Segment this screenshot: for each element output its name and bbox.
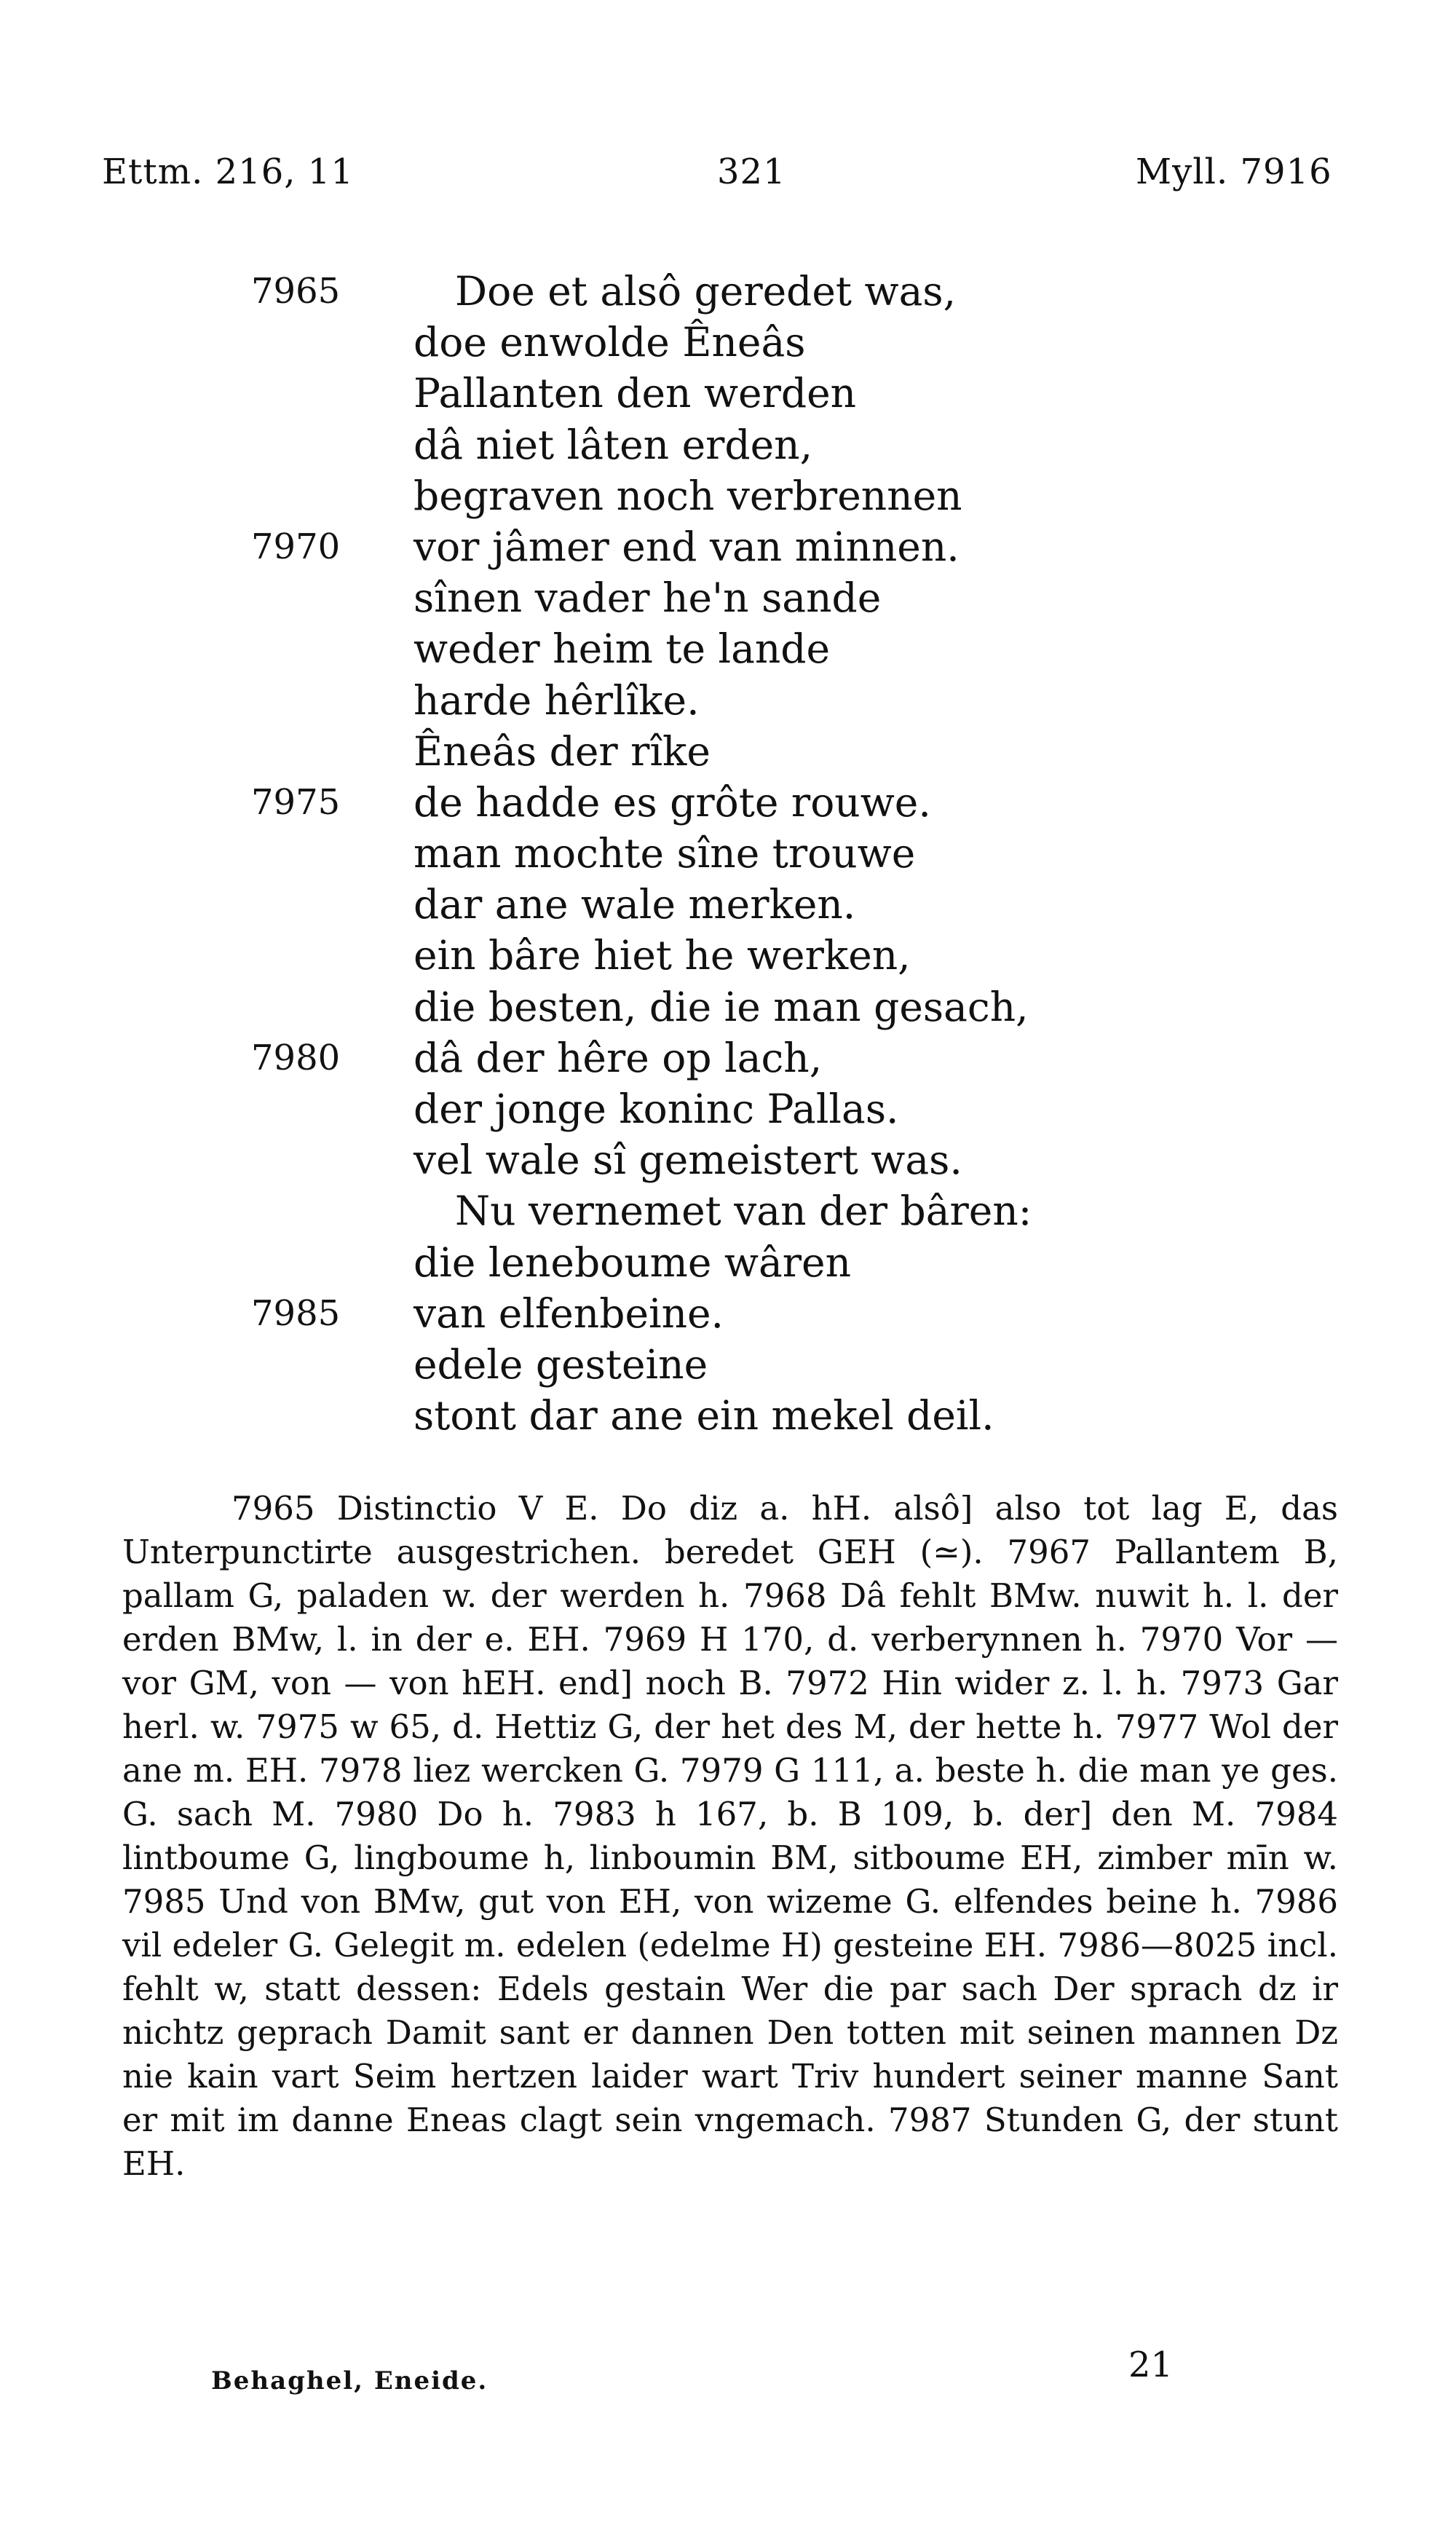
- verse-line: [0, 419, 1456, 470]
- verse-text: Pallanten den werden: [414, 370, 857, 417]
- header-right-reference: Myll. 7916: [1136, 151, 1332, 192]
- verse-line: [0, 521, 1456, 572]
- critical-apparatus: [122, 1487, 1338, 2186]
- verse-line: [0, 726, 1456, 777]
- verse-line: [0, 1288, 1456, 1339]
- header-left-reference: Ettm. 216, 11: [102, 151, 354, 192]
- verse-text: doe enwolde Êneâs: [414, 319, 806, 366]
- verse-text: begraven noch verbrennen: [414, 472, 962, 519]
- verse-text: van elfenbeine.: [414, 1289, 724, 1337]
- running-header: [0, 151, 1456, 202]
- verse-line: [0, 266, 1456, 317]
- verse-number: 7980: [251, 1037, 341, 1078]
- verse-line: [0, 981, 1456, 1032]
- verse-text: Doe et alsô geredet was,: [455, 268, 957, 315]
- footer-signature: Behaghel, Eneide.: [211, 2366, 488, 2395]
- verse-text: de hadde es grôte rouwe.: [414, 778, 931, 826]
- verse-text: die besten, die ie man gesach,: [414, 983, 1029, 1030]
- verse-text: dar ane wale merken.: [414, 881, 856, 928]
- verse-line: [0, 623, 1456, 674]
- verse-line: [0, 1185, 1456, 1236]
- verse-line: [0, 828, 1456, 879]
- verse-line: [0, 879, 1456, 930]
- verse-line: [0, 930, 1456, 981]
- page-footer: [0, 2345, 1456, 2403]
- verse-text: edele gesteine: [414, 1340, 708, 1388]
- verse-number: 7975: [251, 781, 341, 823]
- verse-line: [0, 317, 1456, 368]
- page-number: 321: [717, 151, 786, 192]
- verse-line: [0, 368, 1456, 419]
- verse-line: [0, 572, 1456, 623]
- verse-number: 7965: [251, 271, 341, 312]
- verse-text: vor jâmer end van minnen.: [414, 523, 960, 570]
- verse-block: [0, 266, 1456, 1441]
- verse-text: ein bâre hiet he werken,: [414, 932, 911, 979]
- verse-line: [0, 777, 1456, 828]
- verse-line: [0, 1032, 1456, 1083]
- verse-line: [0, 1134, 1456, 1185]
- verse-text: weder heim te lande: [414, 625, 831, 673]
- verse-number: 7970: [251, 526, 341, 567]
- verse-text: dâ niet lâten erden,: [414, 421, 813, 468]
- verse-text: Nu vernemet van der bâren:: [455, 1188, 1032, 1235]
- verse-text: harde hêrlîke.: [414, 676, 700, 724]
- verse-number: 7985: [251, 1292, 341, 1334]
- verse-line: [0, 470, 1456, 521]
- footer-sheet-number: 21: [1128, 2345, 1174, 2385]
- verse-text: Êneâs der rîke: [414, 727, 711, 775]
- verse-line: [0, 1237, 1456, 1288]
- verse-line: [0, 1390, 1456, 1441]
- verse-text: dâ der hêre op lach,: [414, 1034, 823, 1081]
- apparatus-text: 7965 Distinctio V E. Do diz a. hH. alsô] also tot lag E, das Unterpunctirte ausgestrichen. beredet GEH (≃). 7967 Pallantem B, pallam G, paladen w. der werden h. 7968 Dâ fehlt BMw. nuwit h. l. der erden BMw, l. in der e. EH. 7969 H 170, d. verberynnen h. 7970 Vor — vor GM, von — von hEH. end] noch B. 7972 Hin wider z. l. h. 7973 Gar herl. w. 7975 w 65, d. Hettiz G, der het des M, der hette h. 7977 Wol der ane m. EH. 7978 liez wercken G. 7979 G 111, a. beste h. die man ye ges. G. sach M. 7980 Do h. 7983 h 167, b. B 109, b. der] den M. 7984 lintboume G, lingboume h, linboumin BM, sitboume EH, zimber mīn w. 7985 Und von BMw, gut von EH, von wizeme G. elfendes beine h. 7986 vil edeler G. Gelegit m. edelen (edelme H) gesteine EH. 7986—8025 incl. fehlt w, statt dessen: Edels gestain Wer die par sach Der sprach dz ir nichtz geprach Damit sant er dannen Den totten mit seinen mannen Dz nie kain vart Seim hertzen laider wart Triv hundert seiner manne Sant er mit im danne Eneas clagt sein vngemach. 7987 Stunden G, der stunt EH.: [122, 1489, 1338, 2183]
- verse-text: die leneboume wâren: [414, 1239, 851, 1286]
- verse-text: der jonge koninc Pallas.: [414, 1086, 899, 1132]
- verse-line: [0, 1083, 1456, 1134]
- verse-text: man mochte sîne trouwe: [414, 830, 916, 877]
- verse-text: stont dar ane ein mekel deil.: [414, 1392, 994, 1439]
- verse-text: vel wale sî gemeistert was.: [414, 1137, 962, 1184]
- verse-line: [0, 1339, 1456, 1390]
- verse-text: sînen vader he'n sande: [414, 574, 882, 622]
- verse-line: [0, 675, 1456, 726]
